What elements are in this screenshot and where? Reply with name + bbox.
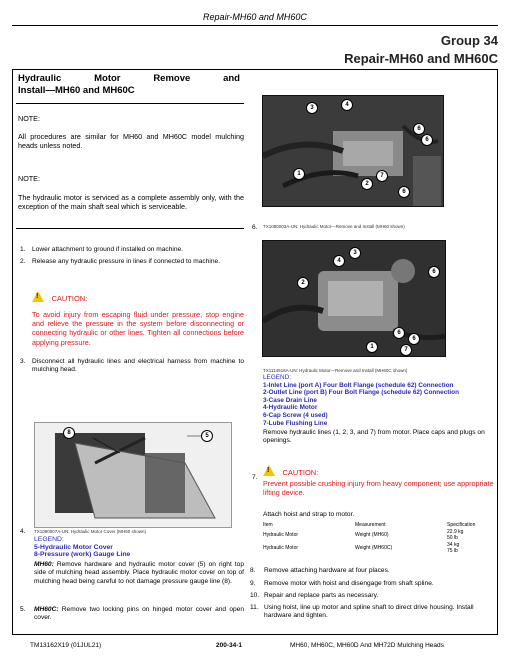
fig1-callout-1: 1: [293, 168, 305, 180]
callout-5: 5: [201, 430, 213, 442]
step-5-text: Remove two locking pins on hinged motor cover and open cover.: [34, 606, 244, 622]
notes-divider: [16, 228, 244, 229]
fig1-callout-7: 7: [376, 170, 388, 182]
caution-2-label: CAUTION:: [282, 468, 319, 477]
legend-item-1: 1-Inlet Line (port A) Four Bolt Flange (schedule 62) Connection: [263, 381, 454, 389]
step-2-number: 2.: [20, 258, 26, 265]
step-10: [250, 592, 498, 600]
header-divider: [12, 25, 498, 26]
fig2-callout-4: 4: [333, 255, 345, 267]
warning-triangle-icon-2: !: [263, 465, 275, 476]
fig2-callout-6b: 6: [393, 327, 405, 339]
spec-header-item: Item: [263, 522, 273, 528]
fig2-callout-1: 1: [366, 341, 378, 353]
step-10-text: Repair and replace parts as necessary.: [264, 592, 379, 599]
step-4-text: Remove hardware and hydraulic motor cover (5) on right top side of mulching head assembly. Place hydraulic motor cover on top of mulching head being careful to not damage pressure gauge line (8).: [34, 561, 244, 585]
step-3: [20, 358, 244, 375]
step-9-number: 9.: [250, 580, 256, 587]
legend-item-2: 2-Outlet Line (port B) Four Bolt Flange (schedule 62) Connection: [263, 389, 459, 397]
figure-motor-mh60: [262, 95, 444, 207]
fig1-callout-6a: 6: [413, 123, 425, 135]
section-title-line2: Install—MH60 and MH60C: [18, 85, 135, 96]
spec-table: [263, 522, 497, 555]
caution-2-text: Prevent possible crushing injury from heavy component; use appropriate lifting device.: [263, 479, 494, 498]
step-6-text: Remove hydraulic lines (1, 2, 3, and 7) from motor. Place caps and plugs on openings.: [263, 429, 485, 445]
figure-left-caption: TX1080007A-UN: Hydraulic Motor Cover (MH60 shown): [34, 529, 147, 534]
callout-8: 8: [63, 427, 75, 439]
spec-row-2-measurement: Weight (MH60C): [355, 545, 393, 551]
note-text-2: The hydraulic motor is serviced as a complete assembly only, with the exception of the main shaft seal which is serviceable.: [18, 193, 244, 211]
note-text-1: All procedures are similar for MH60 and MH60C model mulching heads unless noted.: [18, 132, 244, 150]
footer-doc-id: TM13162X19 (01JUL21): [30, 642, 102, 649]
step-9: [250, 580, 498, 588]
step-5-model: MH60C:: [34, 606, 59, 613]
motor-mh60-illustration: [263, 96, 443, 206]
fig2-callout-7: 7: [400, 344, 412, 356]
spec-row-2-spec-lb: 75 lb: [447, 548, 458, 554]
title-divider: [16, 103, 244, 104]
fig1-callout-2: 2: [361, 178, 373, 190]
step-8: [250, 567, 498, 575]
spec-header-measurement: Measurement: [355, 522, 386, 528]
warning-triangle-icon: !: [32, 291, 44, 302]
footer-product: MH60, MH60C, MH60D And MH72D Mulching Heads: [290, 642, 444, 649]
spec-row: [263, 542, 497, 555]
fig1-callout-6c: 6: [398, 186, 410, 198]
step-6-legend: [263, 374, 498, 427]
legend-item-4: 4-Hydraulic Motor: [263, 404, 318, 412]
spec-row-1-spec-kg: 22.9 kg: [447, 529, 464, 535]
fig1-callout-6b: 6: [421, 134, 433, 146]
step-4-legend-label: LEGEND:: [34, 536, 64, 543]
step-9-text: Remove motor with hoist and disengage from shaft spline.: [264, 580, 434, 587]
step-4-number: 4.: [20, 528, 26, 535]
step-6-legend-label: LEGEND:: [263, 374, 292, 381]
figure-motor-cover: [34, 422, 232, 528]
legend-item-8: 8-Pressure (work) Gauge Line: [34, 551, 131, 559]
spec-row-2-item: Hydraulic Motor: [263, 545, 299, 551]
spec-row-1-spec-lb: 50 lb: [447, 535, 458, 541]
fig1-callout-4: 4: [341, 99, 353, 111]
spec-row-2-spec-kg: 34 kg: [447, 542, 460, 548]
spec-row: [263, 529, 497, 542]
caution-2-header: [263, 462, 318, 480]
legend-item-6: 6-Cap Screw (4 used): [263, 411, 328, 419]
step-5: [20, 606, 244, 623]
step-1-number: 1.: [20, 246, 26, 253]
fig2-callout-3: 3: [349, 247, 361, 259]
legend-item-3: 3-Case Drain Line: [263, 396, 317, 404]
section-title-line1: Hydraulic Motor Remove and: [18, 73, 240, 84]
spec-table-wrap: [263, 522, 497, 555]
step-7-text: Attach hoist and strap to motor.: [263, 511, 355, 518]
note-label-2: NOTE:: [18, 174, 40, 183]
caution-1-text: To avoid injury from escaping fluid under pressure, stop engine and relieve the pressure in the system before disconnecting or connecting hydraulic or other lines. Tighten all connections before applying pressure.: [32, 310, 244, 347]
step-4-model: MH60:: [34, 561, 54, 568]
note-label-1: NOTE:: [18, 114, 40, 123]
step-11: [250, 604, 498, 621]
step-7-number: 7.: [252, 474, 258, 481]
caution-1-label: CAUTION:: [51, 294, 88, 303]
step-4-legend: [34, 536, 130, 559]
step-8-text: Remove attaching hardware at four places.: [264, 567, 390, 574]
step-11-text: Using hoist, line up motor and spline shaft to direct drive housing. Install hardware and tighten.: [264, 604, 474, 620]
group-number: Group 34: [440, 33, 498, 48]
step-6-number: 6.: [252, 224, 258, 231]
spec-header-specification: Specification: [447, 522, 476, 528]
figure-right1-caption: TX1080003A-UN: Hydraulic Motor—Remove and Install (MH60 shown): [263, 224, 405, 229]
figure-motor-mh60c: [262, 240, 446, 357]
fig2-callout-6a: 6: [428, 266, 440, 278]
page-header-title: Repair-MH60 and MH60C: [203, 12, 307, 22]
legend-item-5: 5-Hydraulic Motor Cover: [34, 543, 113, 551]
step-3-text: Disconnect all hydraulic lines and electrical harness from machine to mulching head.: [32, 358, 244, 374]
legend-item-7: 7-Lube Flushing Line: [263, 419, 328, 427]
step-4-text-block: [34, 561, 244, 586]
caution-1-header: [32, 288, 87, 306]
figure-right2-caption: TX1114518A-UN: Hydraulic Motor—Remove and Install (MH60C shown): [263, 368, 408, 373]
fig2-callout-2: 2: [297, 277, 309, 289]
spec-row-1-item: Hydraulic Motor: [263, 532, 299, 538]
group-title: Repair-MH60 and MH60C: [344, 51, 498, 66]
step-8-number: 8.: [250, 567, 256, 574]
step-3-number: 3.: [20, 358, 26, 365]
step-2: [20, 258, 244, 266]
fig1-callout-3: 3: [306, 102, 318, 114]
fig2-callout-6c: 6: [408, 333, 420, 345]
step-11-number: 11.: [250, 604, 259, 611]
spec-row-1-measurement: Weight (MH60): [355, 532, 389, 538]
step-2-text: Release any hydraulic pressure in lines if connected to machine.: [32, 258, 221, 265]
step-10-number: 10.: [250, 592, 260, 599]
step-1: [20, 246, 244, 254]
footer-page-number: 200-34-1: [216, 642, 243, 649]
step-5-number: 5.: [20, 606, 26, 613]
step-1-text: Lower attachment to ground if installed on machine.: [32, 246, 184, 253]
